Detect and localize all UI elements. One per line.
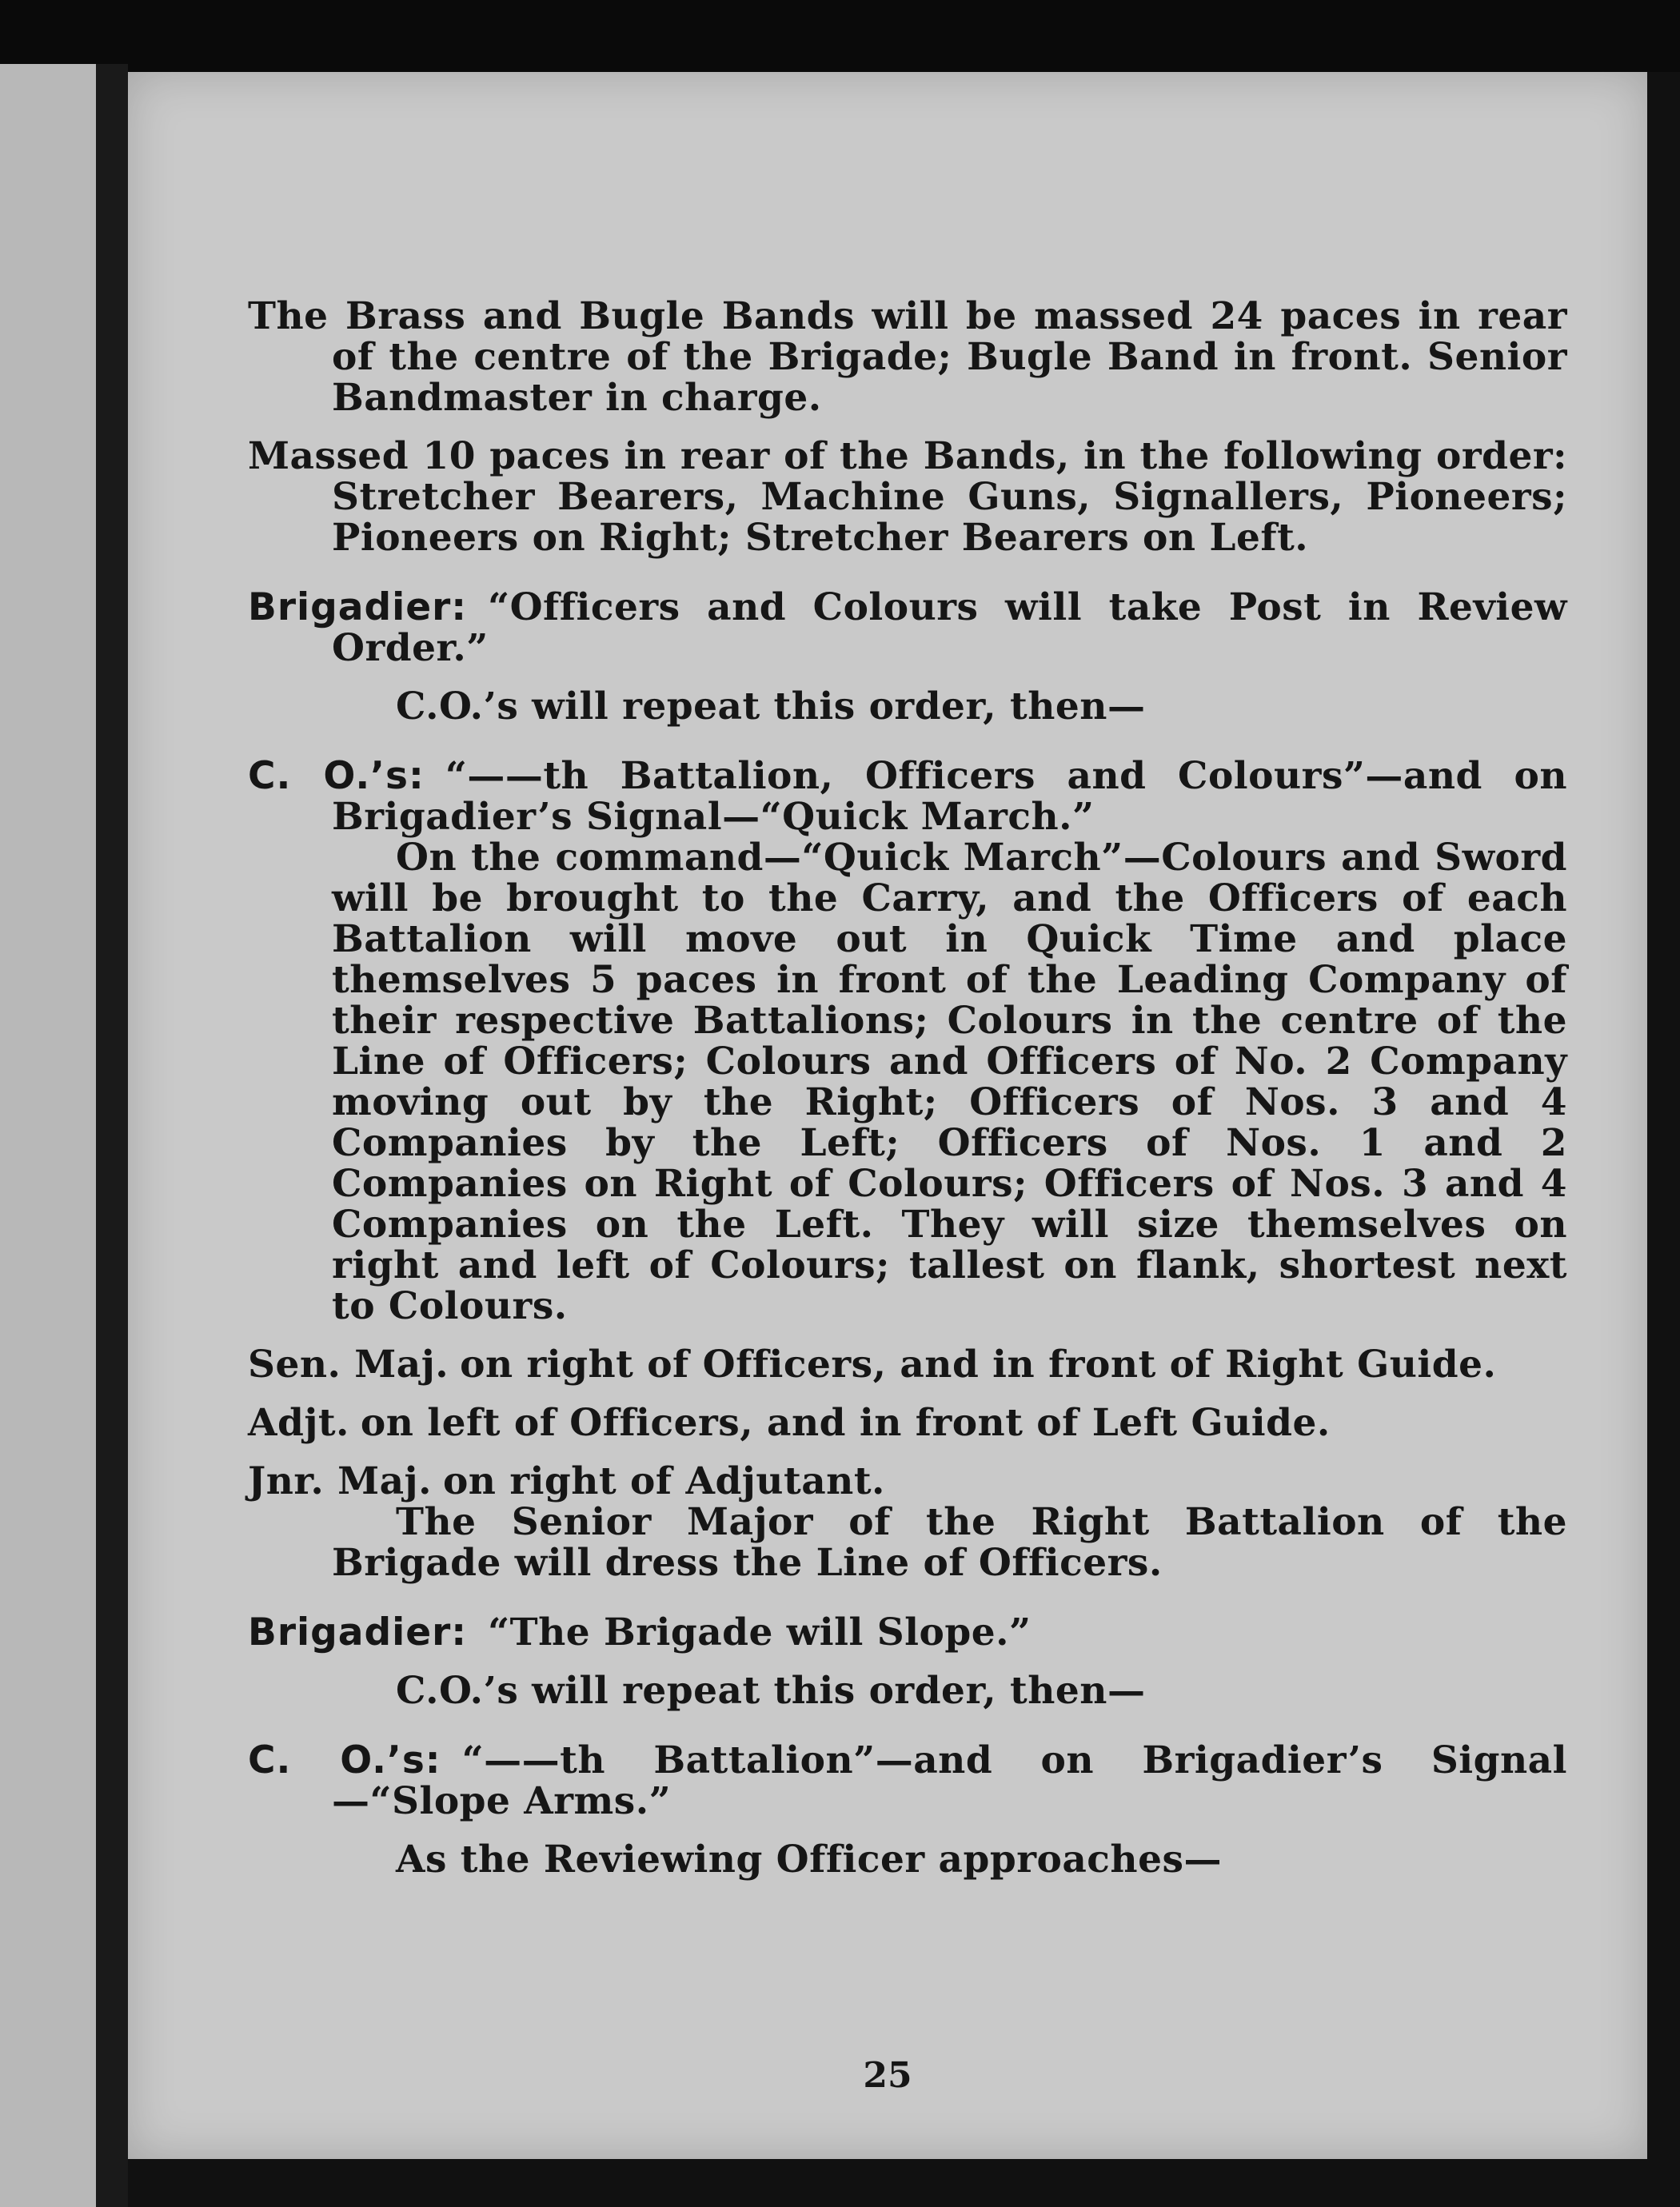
- instruction-repeat-order-2: [248, 1670, 1567, 1711]
- book-page: [128, 72, 1647, 2159]
- position-adjutant: [248, 1403, 1567, 1443]
- command-text: “——th Battalion”—and on Brigadier’s Signal—“Slope Arms.”: [332, 1738, 1567, 1823]
- speaker-label: C. O.’s:: [248, 754, 425, 798]
- command-text: “Officers and Colours will take Post in Review Order.”: [332, 585, 1567, 670]
- paragraph-quick-march-details: [248, 837, 1567, 1327]
- rank-label: Sen. Maj.: [248, 1343, 449, 1387]
- facing-page-edge: [0, 64, 96, 2207]
- speaker-label: Brigadier:: [248, 585, 468, 629]
- instruction-repeat-order: [248, 686, 1567, 727]
- book-gutter: [96, 64, 128, 2207]
- paragraph-text: As the Reviewing Officer approaches—: [396, 1838, 1222, 1882]
- position-text: on right of Adjutant.: [442, 1459, 885, 1503]
- paragraph-text: Massed 10 paces in rear of the Bands, in the following order: Stretcher Bearers, Machine Guns, Signallers, Pioneers; Pioneers on Right; Stretcher Bearers on Left.: [248, 434, 1567, 560]
- paragraph-text: C.O.’s will repeat this order, then—: [396, 1669, 1146, 1713]
- paragraph-bands: [248, 296, 1567, 418]
- paragraph-text: The Senior Major of the Right Battalion of the Brigade will dress the Line of Officers.: [332, 1500, 1567, 1585]
- paragraph-dress-line: [248, 1502, 1567, 1583]
- paragraph-reviewing-officer: [248, 1839, 1567, 1880]
- page-body: [248, 296, 1567, 1880]
- position-text: on right of Officers, and in front of Right Guide.: [460, 1343, 1497, 1387]
- paragraph-text: On the command—“Quick March”—Colours and Sword will be brought to the Carry, and the Officers of each Battalion will move out in Quick Time and place themselves 5 paces in front of the Leading Company of their respective Battalions; Colours in the centre of the Line of Officers; Colours and Officers of No. 2 Company moving out by the Right; Officers of Nos. 3 and 4 Companies by the Left; Officers of Nos. 1 and 2 Companies on Right of Colours; Officers of Nos. 3 and 4 Companies on the Left. They will size themselves on right and left of Colours; tallest on flank, shortest next to Colours.: [332, 836, 1567, 1328]
- position-junior-major: [248, 1461, 1567, 1502]
- rank-label: Adjt.: [248, 1401, 349, 1445]
- paragraph-text: The Brass and Bugle Bands will be massed 24 paces in rear of the centre of the Brigade; Bugle Band in front. Senior Bandmaster in charge.: [248, 294, 1567, 420]
- page-number: 25: [863, 2055, 912, 2096]
- command-cos-quick-march: [248, 756, 1567, 837]
- speaker-label: C. O.’s:: [248, 1738, 441, 1782]
- scan-border-bottom: [128, 2159, 1680, 2207]
- position-senior-major: [248, 1344, 1567, 1385]
- command-cos-slope-arms: [248, 1740, 1567, 1822]
- command-brigadier-officers: [248, 587, 1567, 668]
- command-brigadier-slope: [248, 1612, 1567, 1653]
- command-text: “The Brigade will Slope.”: [488, 1610, 1032, 1654]
- rank-label: Jnr. Maj.: [248, 1459, 432, 1503]
- position-text: on left of Officers, and in front of Left Guide.: [360, 1401, 1331, 1445]
- paragraph-text: C.O.’s will repeat this order, then—: [396, 684, 1146, 728]
- scan-border-right: [1647, 72, 1680, 2207]
- command-text: “——th Battalion, Officers and Colours”—and on Brigadier’s Signal—“Quick March.”: [332, 754, 1567, 839]
- speaker-label: Brigadier:: [248, 1610, 468, 1654]
- paragraph-massed-order: [248, 436, 1567, 558]
